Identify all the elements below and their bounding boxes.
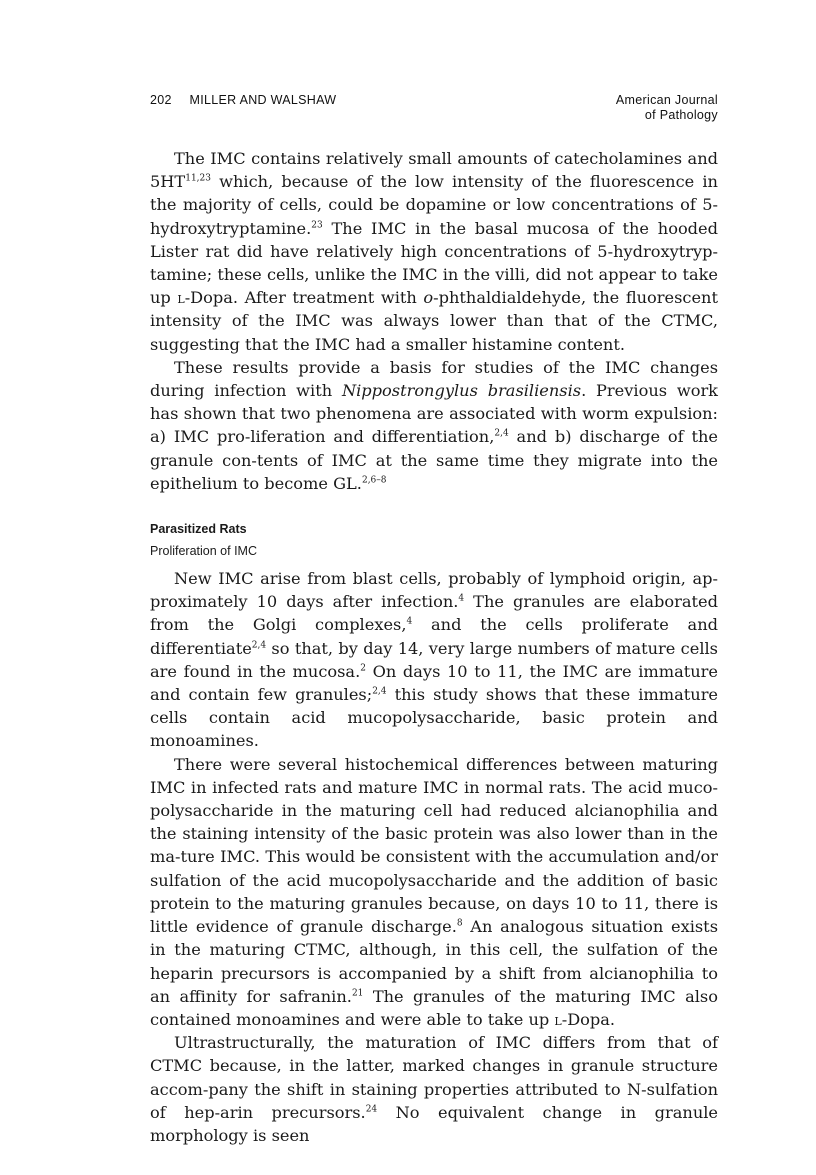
text-run: An analogous situation exists in the maturing CTMC, although, in this cell, the sulfation of the heparin precursors is accompanied by a shift from alcianophilia to an affinity for safranin. xyxy=(150,917,718,1006)
citation-ref: 23 xyxy=(311,220,323,231)
journal-title xyxy=(616,93,718,123)
citation-ref: 21 xyxy=(351,988,364,999)
text-run: The IMC in the basal mucosa of the hooded Lister rat did have relatively high concentrations of 5-hydroxytryp-tamine; these cells, unlike the IMC in the villi, did not appear to take up xyxy=(150,218,718,308)
text-run: These results provide a basis for studies of the IMC changes during infection with xyxy=(150,357,718,401)
citation-ref: 4 xyxy=(406,617,413,628)
text-run: The granules of the maturing IMC also contained monoamines and were able to take up xyxy=(150,986,718,1029)
article-body xyxy=(150,147,718,1147)
section-heading: Parasitized Rats xyxy=(150,522,247,537)
text-run: and the cells proliferate and differentiate xyxy=(150,615,719,658)
citation-ref: 2,6–8 xyxy=(361,475,387,486)
text-run: -Dopa. After treatment with xyxy=(184,288,424,308)
text-run: which, because of the low intensity of the fluorescence in the majority of cells, could be dopamine or low concentrations of 5-hydroxytryptamine. xyxy=(150,172,718,238)
text-run: and b) discharge of the granule con-tents of IMC at the same time they migrate into the epithelium to become GL. xyxy=(150,427,718,493)
citation-ref: 2 xyxy=(360,663,366,674)
spacer xyxy=(150,560,718,567)
paragraph-4 xyxy=(150,753,718,1031)
header-left xyxy=(150,93,336,107)
text-run: -Dopa. xyxy=(561,1009,616,1029)
italic-run: o xyxy=(423,288,434,308)
small-caps-run: l xyxy=(554,1009,562,1029)
citation-ref: 11,23 xyxy=(185,173,211,184)
text-run: -phthaldialdehyde, the fluorescent intensity of the IMC was always lower than that of the CTMC, suggesting that the IMC had a smaller histamine content. xyxy=(150,288,718,354)
citation-ref: 2,4 xyxy=(251,640,267,651)
text-run: New IMC arise from blast cells, probably of lymphoid origin, ap-proximately 10 days after infection. xyxy=(150,569,718,612)
paragraph-2 xyxy=(150,356,718,495)
text-run: . Previous work has shown that two phenomena are associated with worm expulsion: a) IMC pro-liferation and differentiation, xyxy=(150,381,718,447)
text-run: Ultrastructurally, the maturation of IMC differs from that of CTMC because, in the latter, marked changes in granule structure accom-pany the shift in staining properties attributed to N-sulfation of hep-arin precursors. xyxy=(150,1033,718,1122)
text-run: No equivalent change in granule morphology is seen xyxy=(150,1102,719,1145)
text-run: There were several histochemical differences between maturing IMC in infected rats and mature IMC in normal rats. The acid muco-polysaccharide in the maturing cell had reduced alcianophilia and the staining intensity of the basic protein was also lower than in the ma-ture IMC. This would be consistent with the accumulation and/or sulfation of the acid mucopolysaccharide and the addition of basic protein to the maturing granules because, on days 10 to 11, there is little evidence of granule discharge. xyxy=(150,754,718,937)
journal-title-line1: American Journal xyxy=(615,93,718,107)
citation-ref: 24 xyxy=(365,1104,378,1115)
citation-ref: 4 xyxy=(458,593,465,604)
text-run: so that, by day 14, very large numbers of mature cells are found in the mucosa. xyxy=(150,638,718,681)
text-run: this study shows that these immature cells contain acid mucopolysaccharide, basic protein and monoamines. xyxy=(150,685,719,751)
paragraph-3 xyxy=(150,567,718,753)
subsection-heading: Proliferation of IMC xyxy=(150,544,257,559)
running-authors: MILLER AND WALSHAW xyxy=(189,93,337,107)
paragraph-5 xyxy=(150,1031,718,1147)
spacer xyxy=(150,495,718,520)
journal-title-line2: of Pathology xyxy=(644,108,718,122)
citation-ref: 8 xyxy=(456,918,463,929)
species-name: Nippostrongylus brasiliensis xyxy=(341,381,582,401)
text-run: The IMC contains relatively small amounts of catecholamines and 5HT xyxy=(150,149,718,192)
paragraph-1 xyxy=(150,147,718,356)
citation-ref: 2,4 xyxy=(494,429,509,440)
citation-ref: 2,4 xyxy=(372,686,387,697)
text-run: On days 10 to 11, the IMC are immature and contain few granules; xyxy=(150,661,718,705)
text-run: The granules are elaborated from the Golgi complexes, xyxy=(150,592,718,635)
page-number: 202 xyxy=(150,93,172,107)
running-header xyxy=(150,93,718,129)
small-caps-run: l xyxy=(177,288,185,308)
